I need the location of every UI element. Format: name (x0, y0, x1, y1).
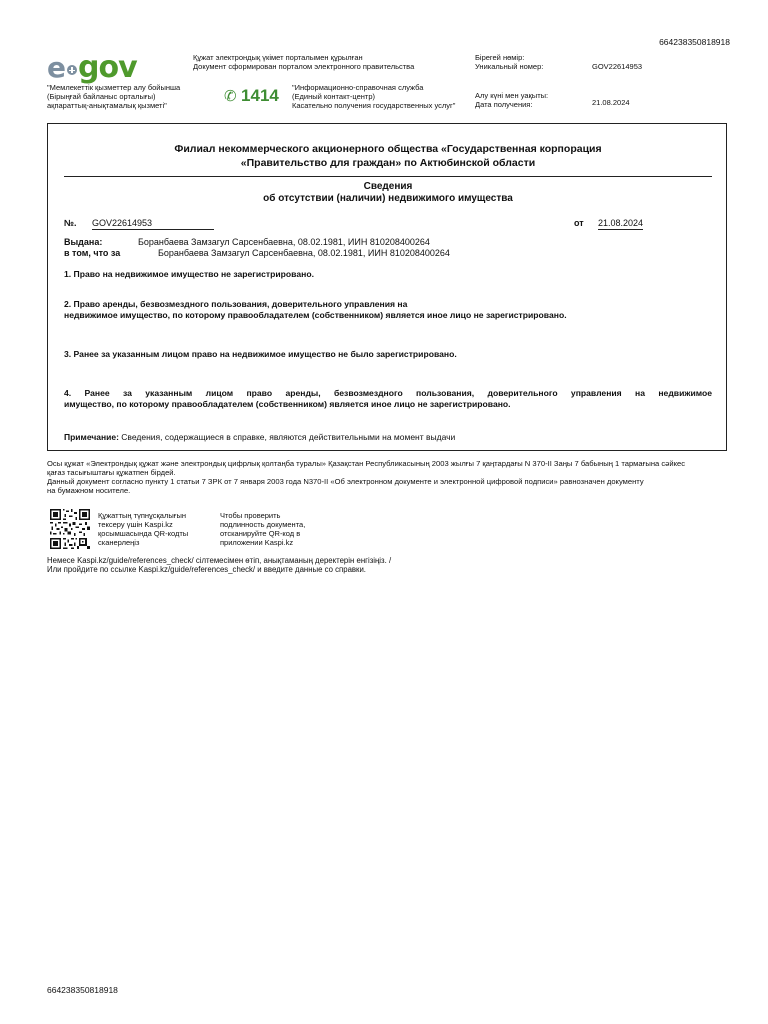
document-number-top: 664238350818918 (659, 37, 730, 47)
portal-info: Құжат электрондық үкімет порталымен құрылған Документ сформирован порталом электронного правительства (193, 53, 415, 71)
issued-value: Боранбаева Замзагул Сарсенбаевна, 08.02.1981, ИИН 810208400264 (138, 237, 430, 247)
divider (64, 176, 712, 177)
from-label: от (574, 218, 584, 228)
that-value: Боранбаева Замзагул Сарсенбаевна, 08.02.1981, ИИН 810208400264 (158, 248, 450, 258)
document-title: Сведения об отсутствии (наличии) недвижимого имущества (263, 181, 513, 204)
note (64, 432, 455, 442)
unique-number-labels: Бірегей нөмір: Уникальный номер: (475, 53, 544, 71)
qr-code (50, 509, 90, 549)
note-label: Примечание: (64, 432, 119, 442)
kaspi-link-text (47, 556, 391, 574)
contact-phone (224, 86, 279, 106)
paragraph-3: 3. Ранее за указанным лицом право на недвижимое имущество не было зарегистрировано. (64, 349, 457, 359)
kaspi-link-ru: Или пройдите по ссылке Kaspi.kz/guide/references_check/ и введите данные со справки. (47, 565, 366, 574)
logo-plus-icon (67, 65, 77, 75)
date-value: 21.08.2024 (592, 98, 630, 107)
egov-logo (47, 50, 137, 85)
note-text: Сведения, содержащиеся в справке, являются действительными на момент выдачи (121, 432, 456, 442)
document-number-bottom: 664238350818918 (47, 985, 118, 995)
certificate-box (47, 123, 727, 451)
contact-center-info: "Информационно-справочная служба (Единый контакт-центр) Касательно получения государственных услуг" (292, 83, 456, 110)
paragraph-4: 4. Ранее за указанным лицом право аренды, безвозмездного пользования, доверительного управления на недвижимое имущество, по которому правообладателем (собственником) является иное лицо не зарегистрировано. (64, 388, 712, 409)
logo-e: e (47, 51, 66, 84)
egov-slogan: "Мемлекеттік қызметтер алу бойынша (Бірыңғай байланыс орталығы) ақпараттық-анықтамалық қызметі" (47, 83, 181, 110)
legal-text: Осы құжат «Электрондық құжат және электрондық цифрлық қолтаңба туралы» Қазақстан Республикасының 2003 жылғы 7 қаңтардағы N 370-II Заңы 7 бабының 1 тармағына сәйкес қағаз тасығыштағы құжатпен бірдей. Данный документ согласно пункту 1 статьи 7 ЗРК от 7 января 2003 года N370-II «Об электронном документе и электронной цифровой подписи» равнозначен документу на бумажном носителе. (47, 459, 686, 495)
organization-name: Филиал некоммерческого акционерного общества «Государственная корпорация «Правительство для граждан» по Актюбинской области (174, 143, 602, 169)
phone-icon: ✆ (224, 88, 237, 105)
that-label: в том, что за (64, 248, 121, 258)
logo-gov: gov (78, 50, 137, 85)
from-date: 21.08.2024 (598, 218, 644, 228)
kaspi-link-kz: Немесе Kaspi.kz/guide/references_check/ сілтемесімен өтіп, анықтаманың деректерін енгізіңіз. / (47, 556, 392, 565)
qr-instruction-kz: Құжаттың түпнұсқалығын тексеру үшін Kaspi.kz қосымшасында QR-кодты сканерлеңіз (98, 511, 189, 547)
number-value: GOV22614953 (92, 218, 214, 230)
number-label: №. (64, 218, 77, 228)
date-labels: Алу күні мен уақыты: Дата получения: (475, 91, 549, 109)
qr-instruction-ru: Чтобы проверить подлинность документа, отсканируйте QR-код в приложении Kaspi.kz (220, 511, 306, 547)
phone-number: 1414 (241, 86, 279, 105)
issued-label: Выдана: (64, 237, 103, 247)
paragraph-1: 1. Право на недвижимое имущество не зарегистрировано. (64, 269, 314, 279)
unique-number-value: GOV22614953 (592, 62, 643, 71)
paragraph-2: 2. Право аренды, безвозмездного пользования, доверительного управления на недвижимое имущество, по которому правообладателем (собственником) является иное лицо не зарегистрировано. (64, 299, 567, 320)
